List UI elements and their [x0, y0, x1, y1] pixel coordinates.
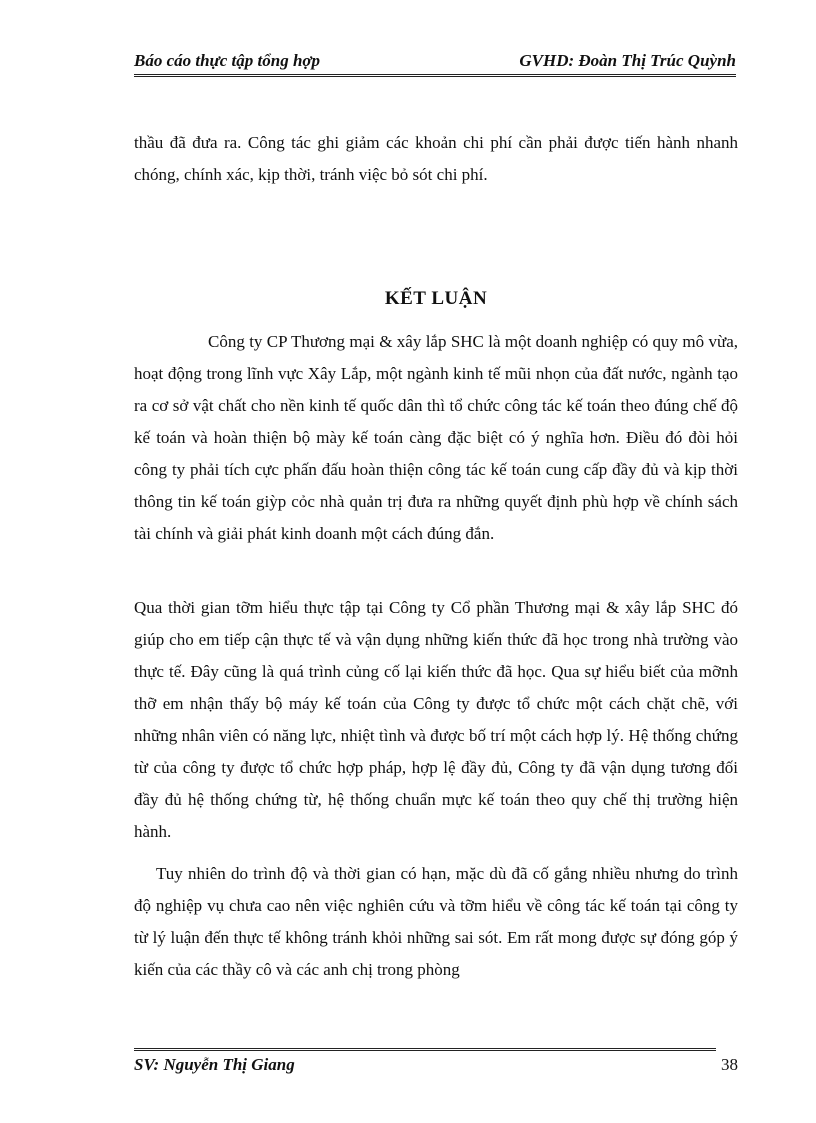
- supervisor-name: GVHD: Đoàn Thị Trúc Quỳnh: [519, 51, 736, 70]
- page-header: [134, 48, 736, 77]
- paragraph-block-1: [134, 326, 738, 550]
- paragraph-block-2: [134, 592, 738, 848]
- paragraph-block-3: [134, 858, 738, 986]
- section-title: KẾT LUẬN: [384, 288, 488, 309]
- student-name: SV: Nguyễn Thị Giang: [134, 1055, 295, 1074]
- report-title: Báo cáo thực tập tổng hợp: [134, 51, 321, 70]
- page-number: 38: [721, 1055, 738, 1074]
- intro-paragraph-block: [134, 127, 738, 191]
- footer-divider: [134, 1048, 716, 1051]
- paragraph: Công ty CP Thương mại & xây lắp SHC là một doanh nghiệp có quy mô vừa, hoạt động trong lĩnh vực Xây Lắp, một ngành kinh tế mũi nhọn của đất nước, ngành tạo ra cơ sở vật chất cho nền kinh tế quốc dân thì tổ chức công tác kế toán theo đúng chế độ kế toán và hoàn thiện bộ mày kế toán càng đặc biệt có ý nghĩa hơn. Điều đó đòi hỏi công ty phải tích cực phấn đấu hoàn thiện công tác kế toán cung cấp đầy đủ và kịp thời thông tin kế toán giỳp cỏc nhà quản trị đưa ra những quyết định phù hợp về chính sách tài chính và giải phát kinh doanh một cách đúng đắn.: [134, 332, 738, 543]
- paragraph: Tuy nhiên do trình độ và thời gian có hạn, mặc dù đã cố gắng nhiều nhưng do trình độ nghiệp vụ chưa cao nên việc nghiên cứu và tỡm hiểu về công tác kế toán tại công ty từ lý luận đến thực tế không tránh khỏi những sai sót. Em rất mong được sự đóng góp ý kiến của các thầy cô và các anh chị trong phòng: [134, 864, 738, 979]
- paragraph: Qua thời gian tỡm hiểu thực tập tại Công ty Cổ phần Thương mại & xây lắp SHC đó giúp cho em tiếp cận thực tế và vận dụng những kiến thức đã học trong nhà trường vào thực tế. Đây cũng là quá trình củng cố lại kiến thức đã học. Qua sự hiểu biết của mỡnh thỡ em nhận thấy bộ máy kế toán của Công ty được tổ chức một cách chặt chẽ, với những nhân viên có năng lực, nhiệt tình và được bố trí một cách hợp lý. Hệ thống chứng từ của công ty được tổ chức hợp pháp, hợp lệ đầy đủ, Công ty đã vận dụng tương đối đầy đủ hệ thống chứng từ, hệ thống chuẩn mực kế toán theo quy chế thị trường hiện hành.: [134, 598, 738, 841]
- intro-paragraph: thầu đã đưa ra. Công tác ghi giảm các khoản chi phí cần phải được tiến hành nhanh chóng, chính xác, kịp thời, tránh việc bỏ sót chi phí.: [134, 133, 738, 184]
